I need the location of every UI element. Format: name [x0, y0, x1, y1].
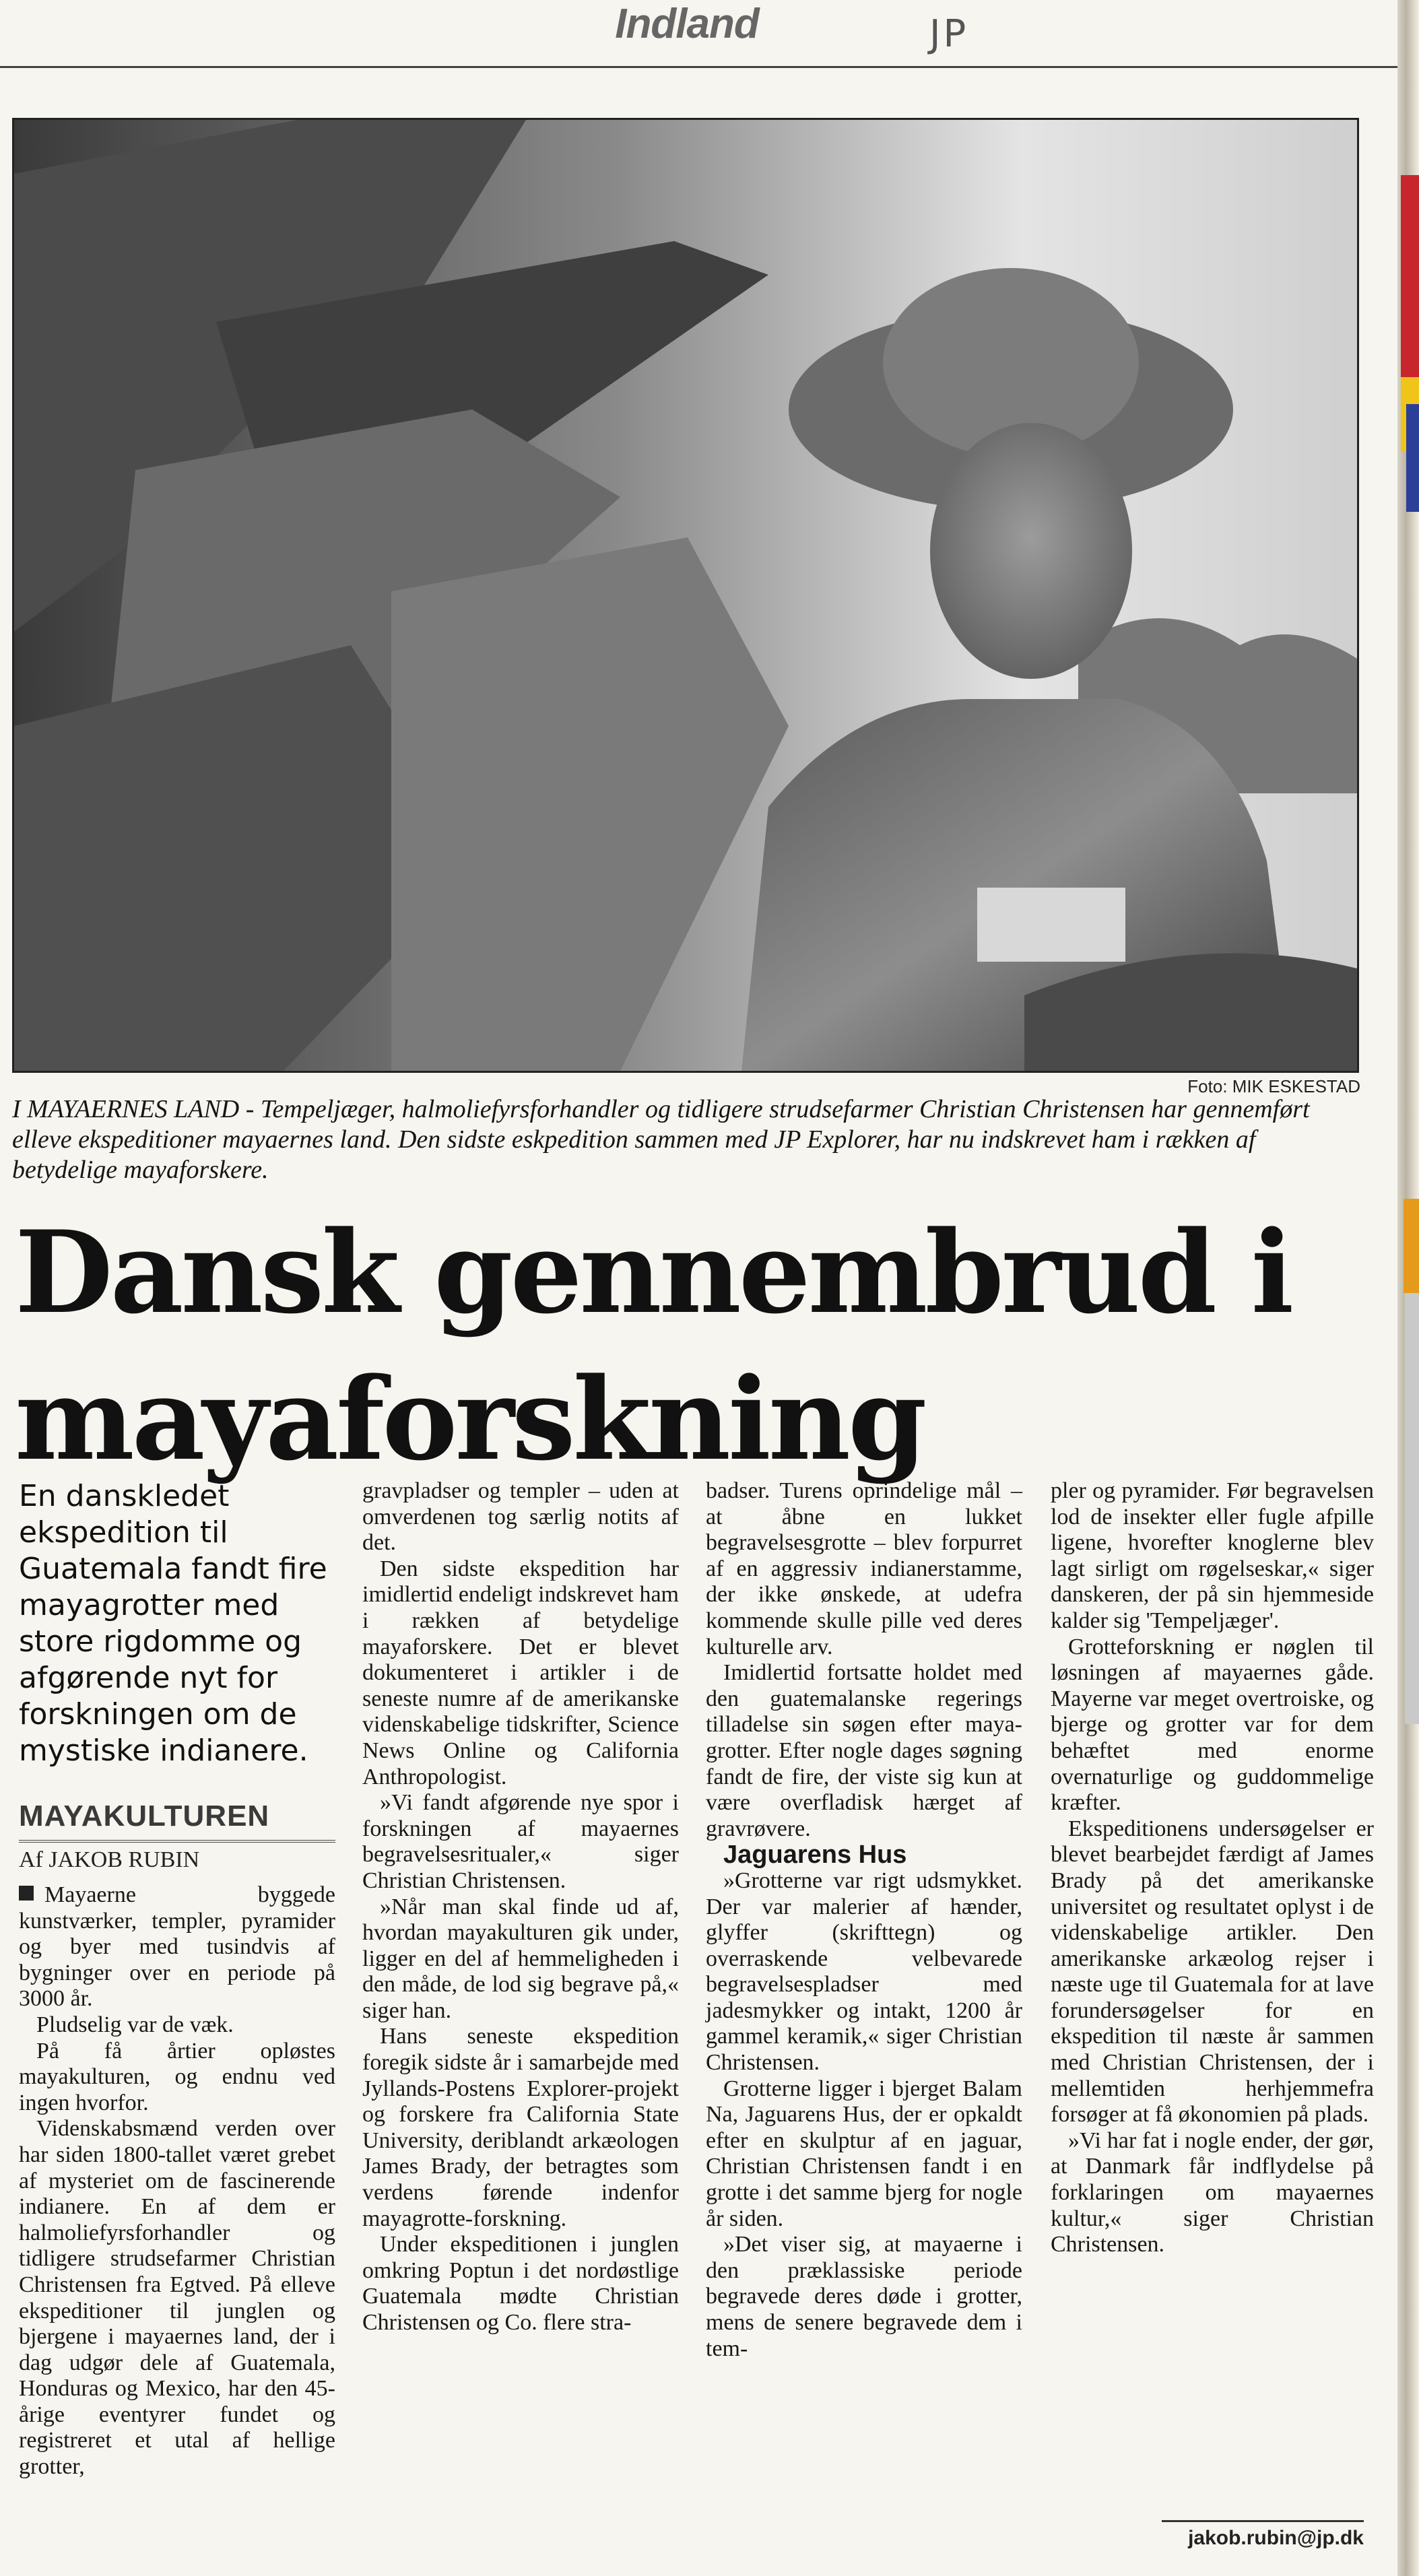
article-deck: En danskledet ekspedition til Guatemala fandt fire mayagrotter med store rigdomme og afgørende nyt for forskningen om de mystiske indianere.	[19, 1479, 327, 1768]
body-column-2	[362, 1478, 679, 2336]
edge-tab-gray	[1405, 1293, 1419, 1724]
body-paragraph: gravpladser og templer – uden at omverdenen tog særlig notits af det.	[362, 1478, 679, 1556]
body-paragraph: Ekspeditionens undersøgelser er blevet bearbejdet færdigt af James Brady på det amerikanske universitet og resultatet oplyst i de videnskabelige artikler. Den amerikanske arkæolog rejser i næste uge til Guatemala for at lave forundersøgelser for en ekspedition til næste år sammen med Christian Christensen, der i mellemtiden herhjemmefra forsøger at få økonomien på plads.	[1051, 1816, 1374, 2127]
body-paragraph: »Når man skal finde ud af, hvordan mayakulturen gik under, ligger en del af hemmeligheden i den måde, de lod sig begrave på,« siger han.	[362, 1894, 679, 2023]
body-paragraph: »Det viser sig, at mayaerne i den præklassiske periode begravede deres døde i grotter, mens de senere begravede dem i tem-	[706, 2232, 1022, 2361]
author-email: jakob.rubin@jp.dk	[1188, 2527, 1364, 2549]
body-paragraph: pler og pyramider. Før begravelsen lod de insekter eller fugle afpille ligene, hvorefter knoglerne blev lagt sirligt om røgelseskar,« siger danskeren, der på sin hjemmeside kalder sig 'Tempeljæger'.	[1051, 1478, 1374, 1633]
subheading: Jaguarens Hus	[723, 1841, 907, 1870]
body-column-1	[19, 1882, 335, 2480]
handwritten-note: JP	[929, 12, 969, 56]
body-paragraph: »Vi fandt afgørende nye spor i forskningen af mayaernes begravelsesritualer,« siger Christian Christensen.	[362, 1790, 679, 1893]
edge-tab-orange	[1404, 1199, 1419, 1293]
body-paragraph: Grotterne ligger i bjerget Balam Na, Jaguarens Hus, der er opkaldt efter en skulptur af en jaguar, Christian Christensen fandt i en grotte i det samme bjerg for nogle år siden.	[706, 2076, 1022, 2231]
article-photo	[12, 118, 1359, 1073]
body-paragraph: Under ekspeditionen i junglen omkring Poptun i det nordøstlige Guatemala mødte Christian Christensen og Co. flere stra-	[362, 2232, 679, 2335]
email-rule	[1162, 2520, 1364, 2522]
body-paragraph: »Grotterne var rigt udsmykket. Der var malerier af hænder, glyffer (skrifttegn) og overraskende velbevarede begravelsespladser med jadesmykker og intakt, 1200 år gammel keramik,« siger Christian Christensen.	[706, 1868, 1022, 2076]
body-column-4	[1051, 1478, 1374, 2258]
body-paragraph: Mayaerne byggede kunstværker, templer, pyramider og byer med tusindvis af bygninger over en periode på 3000 år.	[19, 1882, 335, 2012]
body-paragraph: Grotteforskning er nøglen til løsningen af mayaernes gåde. Mayerne var meget overtroiske, og bjerge og grotter var for dem behæftet med enorme overnaturlige og guddommelige kræfter.	[1051, 1634, 1374, 1816]
headline: Dansk gennembrud i mayaforskning	[15, 1206, 1292, 1486]
body-column-3	[706, 1478, 1022, 2362]
byline: Af JAKOB RUBIN	[19, 1847, 200, 1872]
edge-tab-red	[1401, 175, 1419, 377]
edge-tab-blue	[1406, 404, 1419, 512]
body-paragraph: Hans seneste ekspedition foregik sidste år i samarbejde med Jyllands-Postens Explorer-projekt og forskere fra California State University, deriblandt arkæologen James Brady, der betragtes som verdens førende indenfor mayagrotte-forskning.	[362, 2024, 679, 2231]
body-paragraph: Videnskabsmænd verden over har siden 1800-tallet været grebet af mysteriet om de fascinerende indianere. En af dem er halmoliefyrsforhandler og tidligere strudsefarmer Christian Christensen fra Egtved. På elleve ekspeditioner til junglen og bjergene i mayaernes land, der i dag udgør dele af Guatemala, Honduras og Mexico, har den 45-årige eventyrer fundet og registreret et utal af hellige grotter,	[19, 2116, 335, 2480]
body-paragraph: badser. Turens oprindelige mål – at åbne en lukket begravelsesgrotte – blev forpurret af en aggressiv indianerstamme, der ikke ønskede, at udefra kommende skulle pille ved deres kulturelle arv.	[706, 1478, 1022, 1659]
body-paragraph: »Vi har fat i nogle ender, der gør, at Danmark får indflydelse på forklaringen om mayaernes kultur,« siger Christian Christensen.	[1051, 2127, 1374, 2257]
body-paragraph: Pludselig var de væk.	[36, 2012, 234, 2037]
body-paragraph: På få årtier opløstes mayakulturen, og endnu ved ingen hvorfor.	[19, 2038, 335, 2115]
body-paragraph: Imidlertid fortsatte holdet med den guatemalanske regerings tilladelse sin søgen efter maya-grotter. Efter nogle dages søgning fandt de fire, der viste sig kun at være overfladisk hærget af gravrøvere.	[706, 1660, 1022, 1841]
photo-credit: Foto: MIK ESKESTAD	[1187, 1076, 1360, 1096]
section-heading: Indland	[615, 1, 759, 47]
bullet-marker	[19, 1886, 34, 1901]
photo-illustration	[14, 120, 1357, 1071]
body-paragraph: Den sidste ekspedition har imidlertid endeligt indskrevet ham i rækken af betydelige mayaforskere. Det er blevet dokumenteret i artikler i de seneste numre af de amerikanske videnskabelige tidskrifter, Science News Online og California Anthropologist.	[362, 1556, 679, 1789]
photo-caption: I MAYAERNES LAND - Tempeljæger, halmoliefyrsforhandler og tidligere strudsefarmer Christian Christensen har gennemført elleve ekspeditioner mayaernes land. Den sidste eskpedition sammen med JP Explorer, har nu indskrevet ham i rækken af betydelige mayaforskere.	[12, 1095, 1310, 1184]
header-rule	[0, 66, 1397, 68]
article-kicker: MAYAKULTUREN	[19, 1799, 335, 1843]
